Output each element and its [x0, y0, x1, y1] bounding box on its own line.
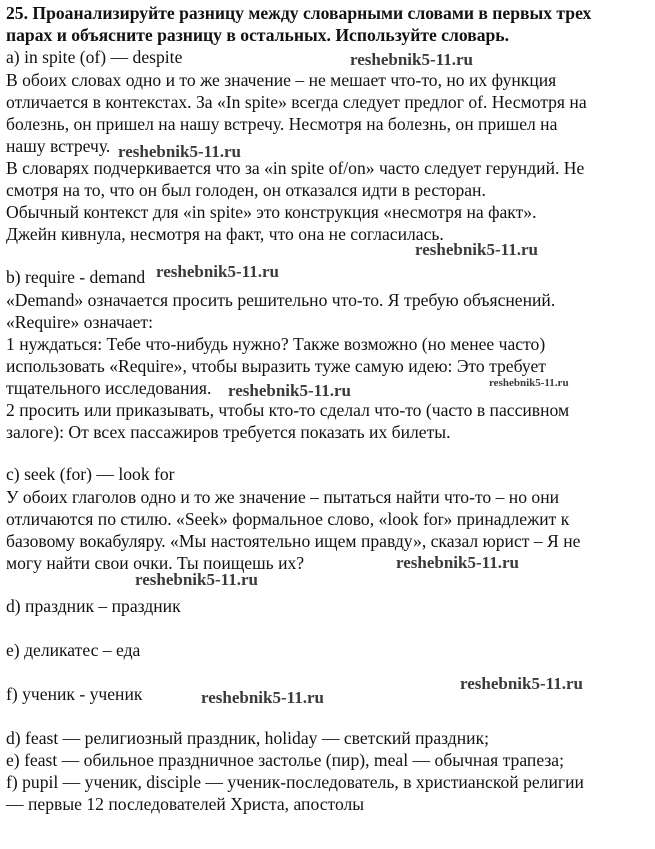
task-title-line-2: парах и объясните разницу в остальных. Используйте словарь.: [6, 25, 510, 45]
answer-line-e: e) feast — обильное праздничное застолье (пир), meal — обычная трапеза;: [6, 750, 565, 770]
watermark: reshebnik5-11.ru: [415, 240, 538, 259]
section-a-heading: a) in spite (of) — despite: [6, 47, 183, 67]
section-c-heading: c) seek (for) — look for: [6, 464, 175, 484]
text-line: «Demand» означается просить решительно что-то. Я требую объяснений.: [6, 290, 556, 310]
watermark: reshebnik5-11.ru: [460, 674, 583, 693]
text-line: «Require» означает:: [6, 312, 153, 332]
section-b-heading: b) require - demand: [6, 267, 146, 287]
answer-line-f: f) pupil — ученик, disciple — ученик-последователь, в христианской религии: [6, 772, 584, 792]
watermark: reshebnik5-11.ru: [135, 570, 258, 589]
text-line: залоге): От всех пассажиров требуется показать их билеты.: [6, 422, 451, 442]
task-title-line-1: 25. Проанализируйте разницу между словарными словами в первых трех: [6, 3, 592, 23]
text-line: 2 просить или приказывать, чтобы кто-то сделал что-то (часто в пассивном: [6, 400, 570, 420]
text-line: 1 нуждаться: Тебе что-нибудь нужно? Также возможно (но менее часто): [6, 334, 546, 354]
watermark-small: reshebnik5-11.ru: [489, 377, 569, 389]
text-line: могу найти свои очки. Ты поищешь их?: [6, 553, 305, 573]
text-line: В обоих словах одно и то же значение – не мешает что-то, но их функция: [6, 70, 557, 90]
text-line: нашу встречу.: [6, 136, 111, 156]
text-line: болезнь, он пришел на нашу встречу. Несмотря на болезнь, он пришел на: [6, 114, 558, 134]
text-line: В словарях подчеркивается что за «in spite of/on» часто следует герундий. Не: [6, 158, 585, 178]
text-line: У обоих глаголов одно и то же значение – пытаться найти что-то – но они: [6, 487, 560, 507]
watermark: reshebnik5-11.ru: [201, 688, 324, 707]
watermark: reshebnik5-11.ru: [156, 262, 279, 281]
text-line: использовать «Require», чтобы выразить туже самую идею: Это требует: [6, 356, 546, 376]
text-line: Обычный контекст для «in spite» это конструкция «несмотря на факт».: [6, 202, 537, 222]
text-line: Джейн кивнула, несмотря на факт, что она не согласилась.: [6, 224, 444, 244]
section-f-heading: f) ученик - ученик: [6, 684, 143, 704]
text-line: смотря на то, что он был голоден, он отказался идти в ресторан.: [6, 180, 486, 200]
text-line: отличаются по стилю. «Seek» формальное слово, «look for» принадлежит к: [6, 509, 570, 529]
watermark: reshebnik5-11.ru: [396, 553, 519, 572]
section-d-heading: d) праздник – праздник: [6, 596, 181, 616]
watermark: reshebnik5-11.ru: [228, 381, 351, 400]
section-e-heading: e) деликатес – еда: [6, 640, 141, 660]
text-line: отличается в контекстах. За «In spite» всегда следует предлог of. Несмотря на: [6, 92, 587, 112]
answer-line-f-continued: — первые 12 последователей Христа, апостолы: [6, 794, 365, 814]
watermark: reshebnik5-11.ru: [350, 50, 473, 69]
answer-line-d: d) feast — религиозный праздник, holiday — светский праздник;: [6, 728, 490, 748]
watermark: reshebnik5-11.ru: [118, 142, 241, 161]
text-line: тщательного исследования.: [6, 378, 212, 398]
text-line: базовому вокабуляру. «Мы настоятельно ищем правду», сказал юрист – Я не: [6, 531, 581, 551]
